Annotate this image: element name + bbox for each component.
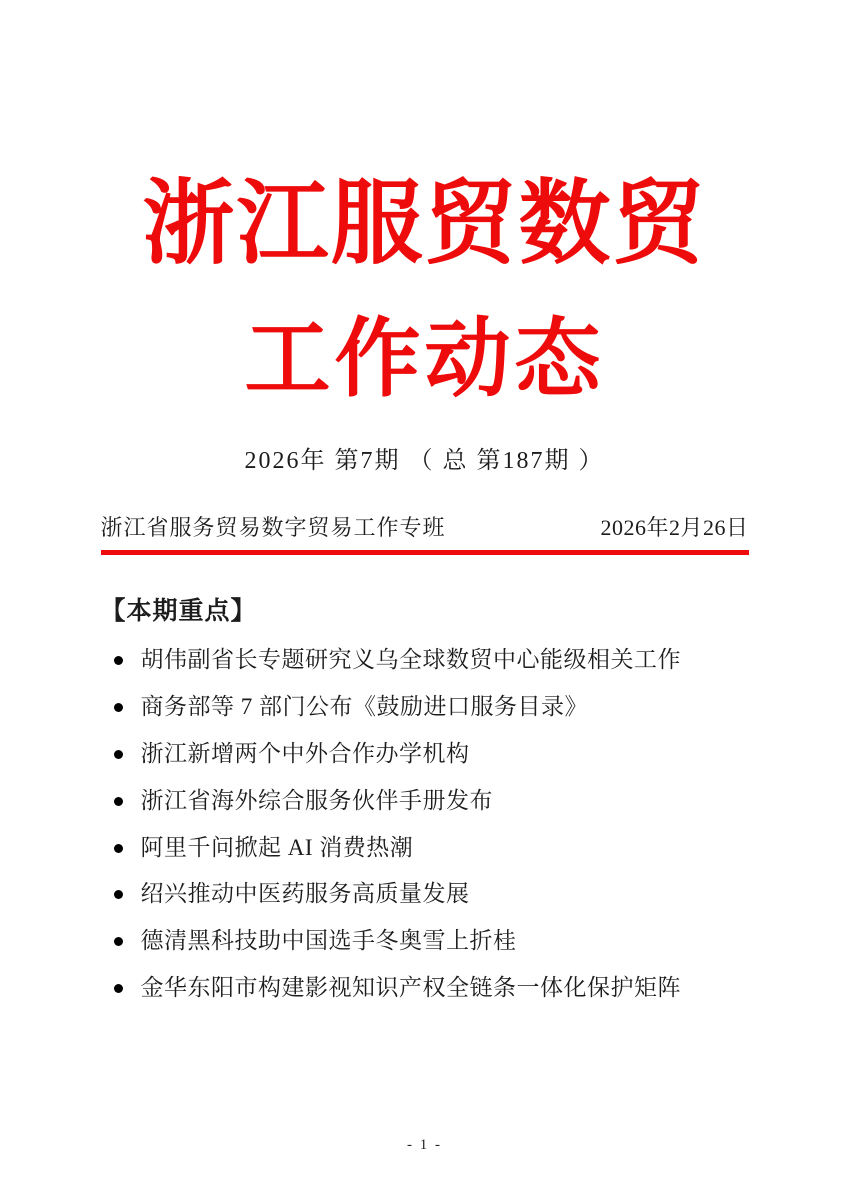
- highlight-text: 德清黑科技助中国选手冬奥雪上折桂: [140, 928, 517, 954]
- red-divider-rule: [101, 550, 749, 555]
- title-line-2: 工作动态: [244, 311, 605, 407]
- highlight-text: 浙江省海外综合服务伙伴手册发布: [140, 787, 493, 813]
- list-item: [105, 926, 745, 956]
- issue-info: 2026年 第7期 （ 总 第187期 ）: [244, 448, 605, 474]
- list-item: [105, 879, 745, 909]
- section-heading-highlights: 【本期重点】: [100, 596, 257, 625]
- bullet-dot-icon: [114, 984, 123, 993]
- title-line-1: 浙江服贸数贸: [142, 173, 707, 275]
- publishing-organization: 浙江省服务贸易数字贸易工作专班: [100, 515, 446, 540]
- highlight-text: 绍兴推动中医药服务高质量发展: [140, 881, 470, 907]
- bullet-dot-icon: [114, 656, 123, 665]
- list-item: [105, 739, 745, 769]
- bullet-dot-icon: [114, 937, 123, 946]
- highlight-text: 商务部等 7 部门公布《鼓励进口服务目录》: [140, 693, 588, 719]
- bullet-dot-icon: [114, 750, 123, 759]
- masthead-title: [0, 0, 849, 407]
- bullet-dot-icon: [114, 844, 123, 853]
- list-item: [105, 645, 745, 675]
- bullet-dot-icon: [114, 797, 123, 806]
- page-number: - 1 -: [407, 1137, 442, 1153]
- publication-date: 2026年2月26日: [600, 515, 749, 540]
- list-item: [105, 973, 745, 1003]
- list-item: [105, 833, 745, 863]
- list-item: [105, 692, 745, 722]
- highlight-text: 阿里千问掀起 AI 消费热潮: [140, 834, 414, 860]
- highlight-text: 胡伟副省长专题研究义乌全球数贸中心能级相关工作: [140, 647, 681, 672]
- bullet-dot-icon: [114, 703, 123, 712]
- list-item: [105, 786, 745, 816]
- masthead-row: [101, 511, 749, 542]
- highlight-text: 金华东阳市构建影视知识产权全链条一体化保护矩阵: [140, 975, 681, 1001]
- bullet-dot-icon: [114, 890, 123, 899]
- highlights-list: [105, 645, 745, 1003]
- highlight-text: 浙江新增两个中外合作办学机构: [140, 740, 470, 766]
